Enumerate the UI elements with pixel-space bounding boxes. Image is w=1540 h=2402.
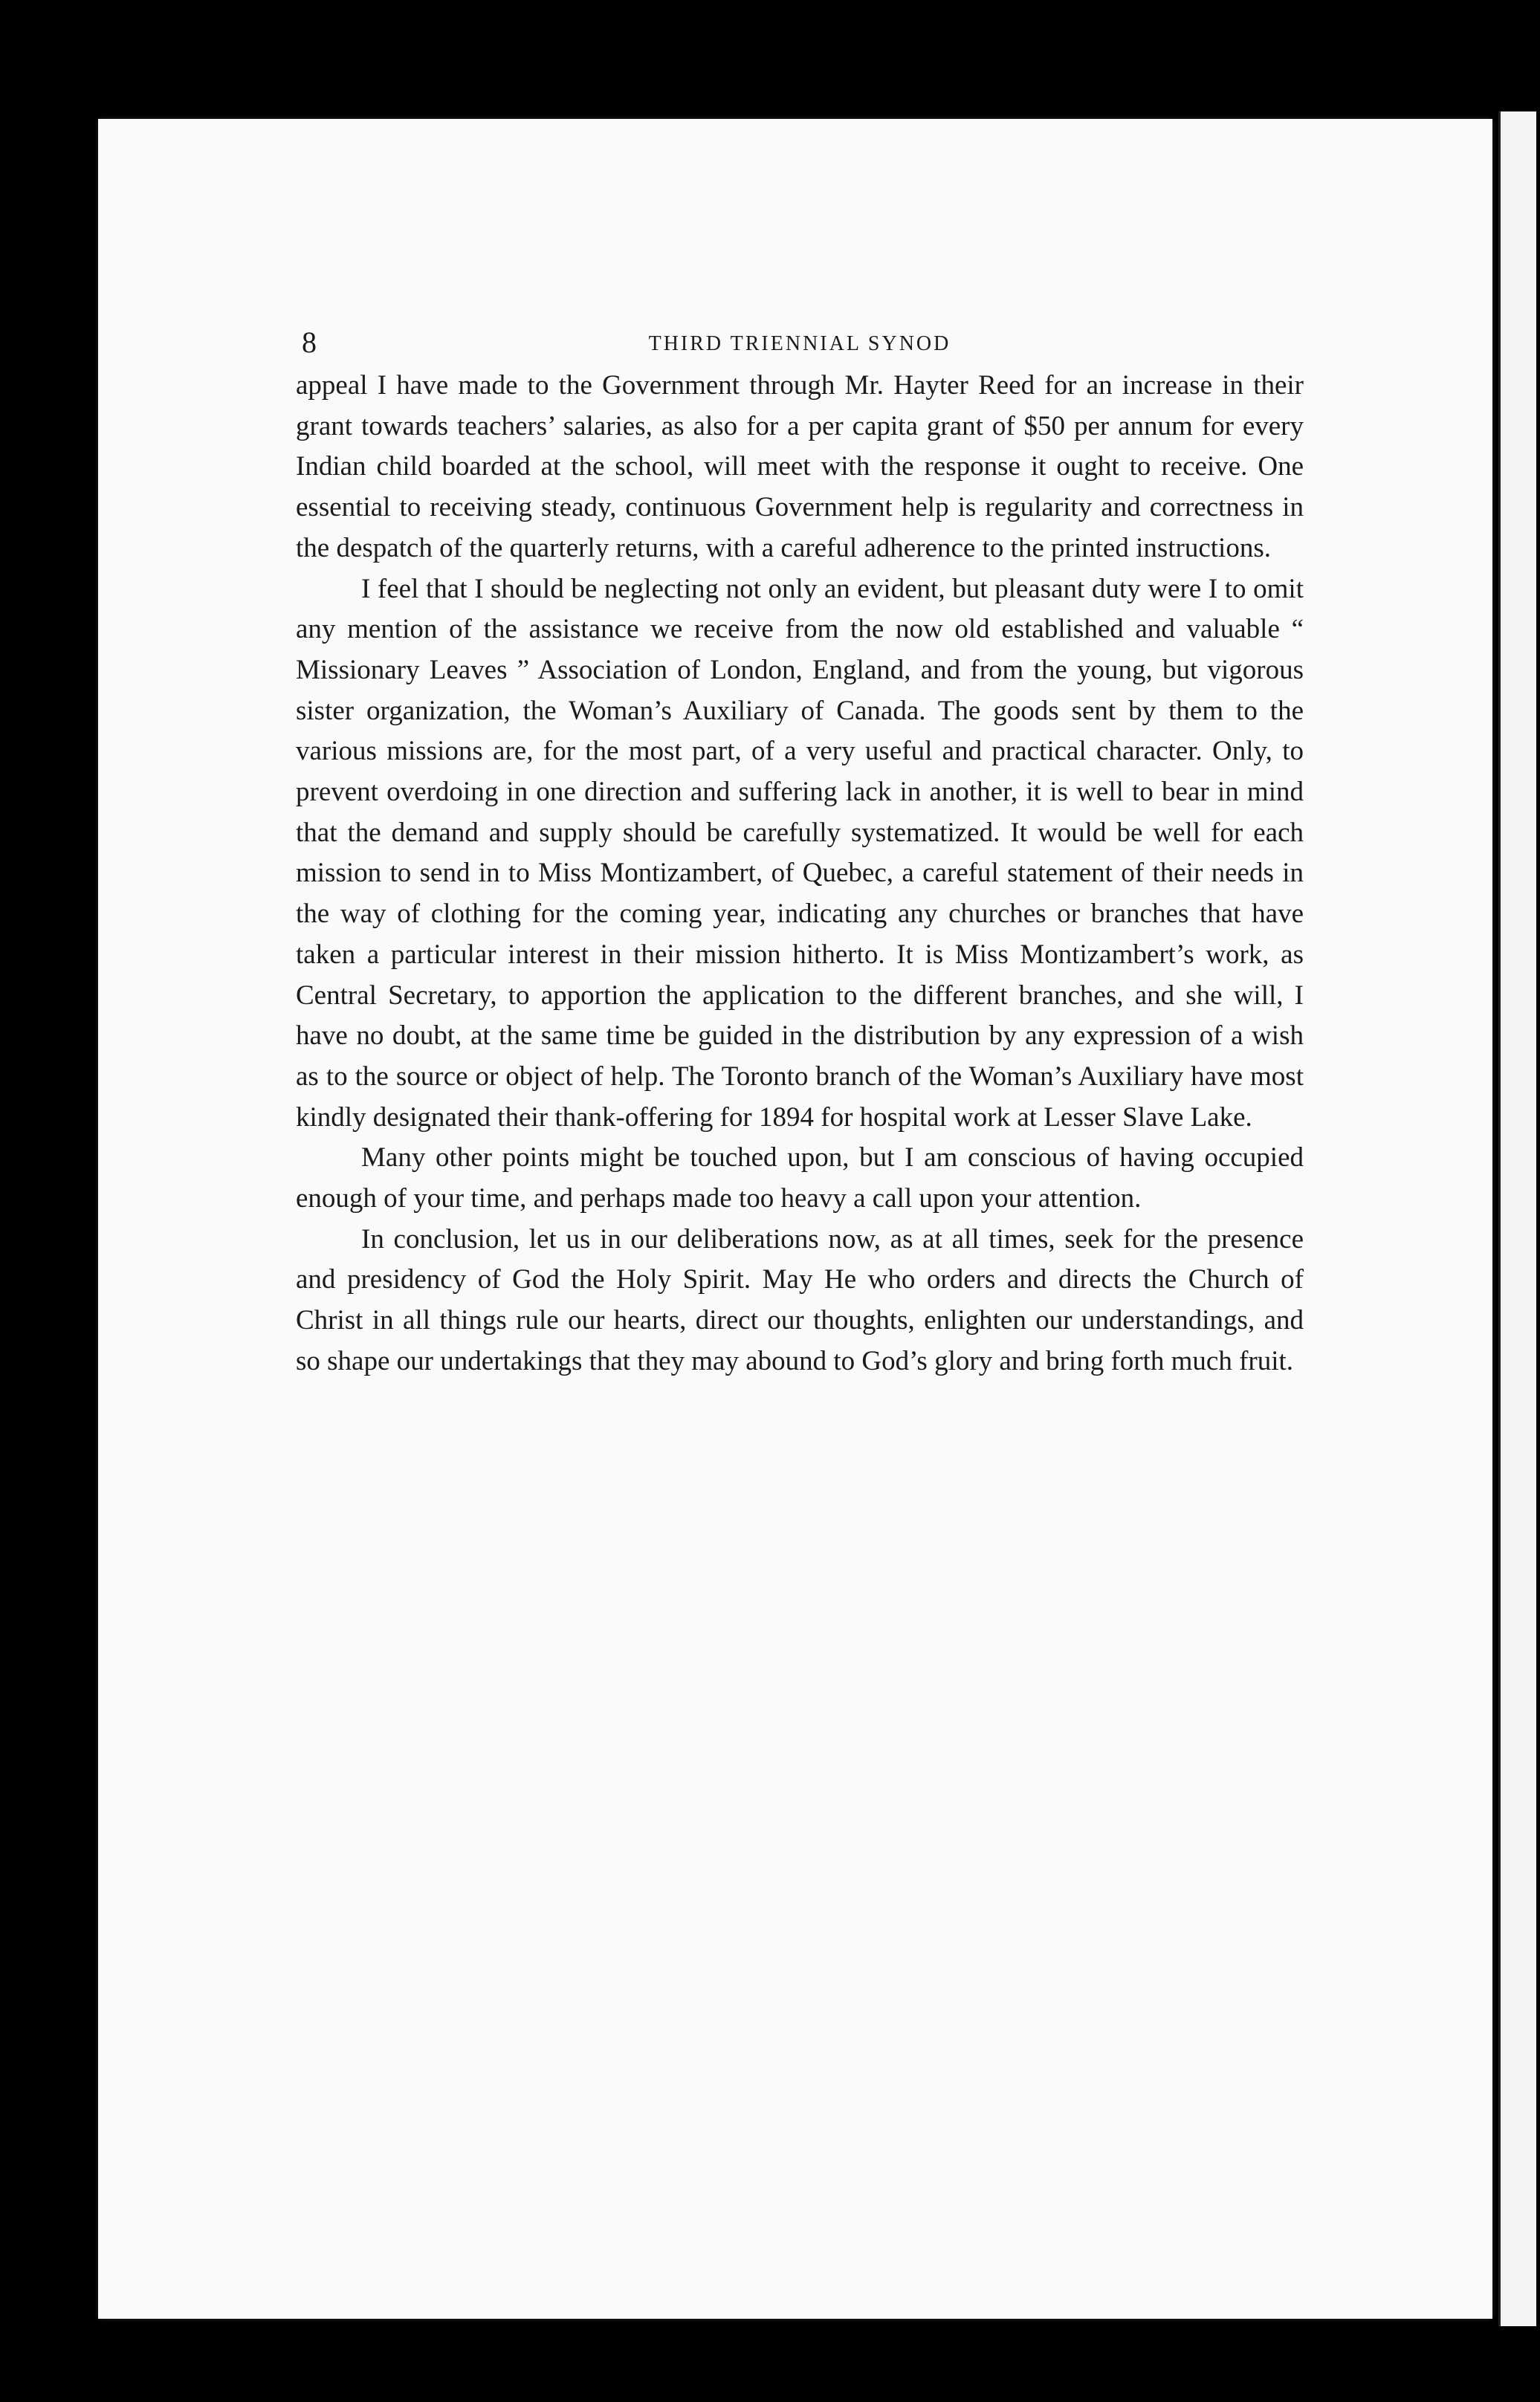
paragraph-assistance: I feel that I should be neglecting not only an evident, but pleasant duty were I to omit any mention of the assistance we receive from the now old established and valuable “ Missionary Leaves ” Association of London, England, and from the young, but vigorous sister organization, the Woman’s Auxiliary of Canada. The goods sent by them to the various missions are, for the most part, of a very useful and practical character. Only, to prevent overdoing in one direction and suffering lack in another, it is well to bear in mind that the demand and supply should be carefully systematized. It would be well for each mission to send in to Miss Montizambert, of Quebec, a careful statement of their needs in the way of clothing for the coming year, indicating any churches or branches that have taken a particular interest in their mission hitherto. It is Miss Montizambert’s work, as Central Secretary, to apportion the application to the different branches, and she will, I have no doubt, at the same time be guided in the distribution by any expression of a wish as to the source or object of help. The Toronto branch of the Woman’s Auxiliary have most kindly designated their thank-offering for 1894 for hospital work at Lesser Slave Lake. <box>296 573 1304 1133</box>
paragraph-conclusion: In conclusion, let us in our deliberations now, as at all times, seek for the presence and presidency of God the Holy Spirit. May He who orders and directs the Church of Christ in all things rule our hearts, direct our thoughts, enlighten our understandings, and so shape our undertakings that they may abound to God’s glory and bring forth much fruit. <box>296 1223 1304 1376</box>
running-header <box>296 324 1304 361</box>
running-header-title: THIRD TRIENNIAL SYNOD <box>648 332 951 355</box>
page-number: 8 <box>302 326 317 359</box>
adjacent-page-edge <box>1498 111 1536 2326</box>
paragraph-continued: appeal I have made to the Government through Mr. Hayter Reed for an increase in their grant towards teachers’ salaries, as also for a per capita grant of $50 per annum for every Indian child boarded at the school, will meet with the response it ought to receive. One essential to receiving steady, continuous Government help is regularity and correctness in the despatch of the quarterly returns, with a careful adherence to the printed instructions. <box>296 370 1304 563</box>
paragraph-other-points: Many other points might be touched upon, but I am conscious of having occupied enough of your time, and perhaps made too heavy a call upon your attention. <box>296 1142 1304 1214</box>
page-text-block <box>296 324 1304 1382</box>
